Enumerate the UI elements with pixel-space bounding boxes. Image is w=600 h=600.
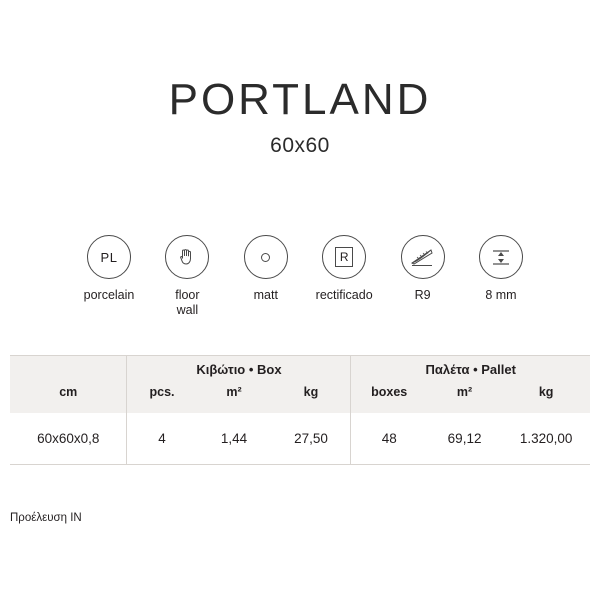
col-header-box-kg: kg: [271, 380, 351, 413]
matt-dot-icon: [261, 253, 270, 262]
r9-label: R9: [414, 288, 431, 302]
feature-icon-row: [70, 235, 540, 318]
cell-pallet-m2: 69,12: [427, 413, 502, 465]
spec-table: [10, 355, 590, 465]
feature-floor-wall: [148, 235, 226, 318]
porcelain-label: porcelain: [83, 288, 135, 302]
group-header-empty: [10, 356, 127, 381]
floor-wall-icon: [165, 235, 209, 279]
feature-rectificado: [305, 235, 383, 303]
col-header-pcs: pcs.: [127, 380, 197, 413]
thickness-icon: [479, 235, 523, 279]
hand-icon: [175, 245, 199, 269]
thickness-arrows-icon: [490, 246, 512, 268]
table-row: [10, 413, 590, 465]
cell-boxes: 48: [351, 413, 427, 465]
thickness-label: 8 mm: [485, 288, 517, 302]
feature-r9: [384, 235, 462, 303]
group-header-box: Κιβώτιο • Box: [127, 356, 351, 381]
slip-resistance-icon: [410, 246, 436, 268]
cell-box-m2: 1,44: [197, 413, 272, 465]
floor-wall-label: floor wall: [175, 288, 200, 317]
porcelain-icon-text: PL: [100, 249, 118, 265]
origin-note: Προέλευση ΙΝ: [10, 512, 82, 524]
cell-pcs: 4: [127, 413, 197, 465]
title-block: [0, 75, 600, 158]
rectificado-r-icon: R: [335, 247, 353, 267]
cell-cm: 60x60x0,8: [10, 413, 127, 465]
rectificado-label: rectificado: [315, 288, 373, 302]
table-header-row: [10, 380, 590, 413]
feature-thickness: [462, 235, 540, 303]
cell-box-kg: 27,50: [271, 413, 351, 465]
col-header-boxes: boxes: [351, 380, 427, 413]
matt-label: matt: [253, 288, 278, 302]
cell-pallet-kg: 1.320,00: [502, 413, 590, 465]
page-title: PORTLAND: [168, 75, 432, 124]
product-size: 60x60: [270, 134, 330, 157]
group-header-pallet: Παλέτα • Pallet: [351, 356, 590, 381]
feature-porcelain: [70, 235, 148, 303]
r9-icon: [401, 235, 445, 279]
col-header-box-m2: m²: [197, 380, 272, 413]
porcelain-icon: [87, 235, 131, 279]
table-group-header-row: [10, 356, 590, 381]
col-header-cm: cm: [10, 380, 127, 413]
matt-icon: [244, 235, 288, 279]
col-header-pallet-kg: kg: [502, 380, 590, 413]
feature-matt: [227, 235, 305, 303]
rectificado-icon: [322, 235, 366, 279]
col-header-pallet-m2: m²: [427, 380, 502, 413]
